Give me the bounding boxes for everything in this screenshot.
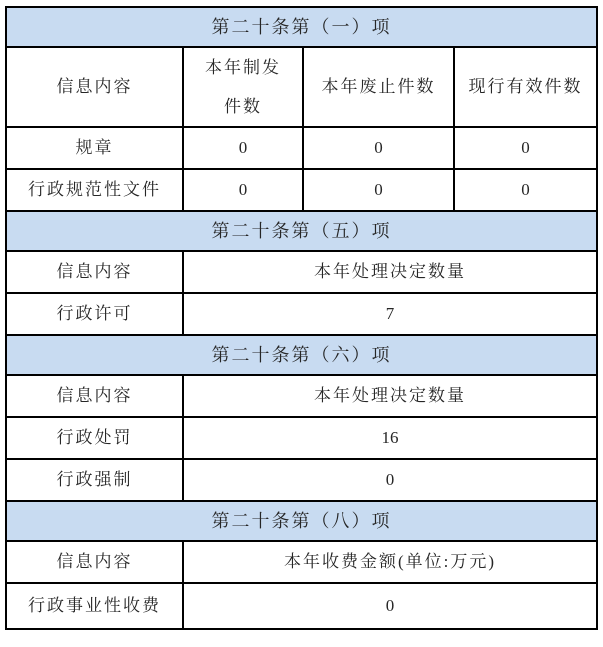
cell-value: 0 [302,128,453,168]
table-row-administrative-coercion [7,458,596,500]
table-row-administrative-penalty [7,416,596,458]
cell-value: 16 [182,418,596,458]
column-header-fee-amount: 本年收费金额(单位:万元) [182,542,596,582]
cell-value: 0 [302,170,453,210]
row-label: 行政强制 [56,469,133,489]
column-header-decisions-count: 本年处理决定数量 [182,376,596,416]
section-8-column-header-row [7,540,596,582]
section-5-header-row [7,210,596,250]
column-header-effective-count: 现行有效件数 [453,48,596,126]
row-label: 行政许可 [56,303,133,323]
column-header-info-content: 信息内容 [56,385,133,405]
column-header-info-content: 信息内容 [56,261,133,281]
section-6-column-header-row [7,374,596,416]
table-row-rules [7,126,596,168]
section-1-title: 第二十条第（一）项 [7,8,596,46]
column-header-repealed-count: 本年废止件数 [302,48,453,126]
cell-value: 0 [182,170,302,210]
cell-value: 0 [453,170,596,210]
cell-value: 0 [182,460,596,500]
section-5-title: 第二十条第（五）项 [7,212,596,250]
section-1-column-header-row [7,46,596,126]
table-row-administrative-license [7,292,596,334]
row-label: 规章 [75,137,114,157]
section-6-title: 第二十条第（六）项 [7,336,596,374]
section-1-header-row [7,8,596,46]
column-header-info-content: 信息内容 [56,76,133,96]
section-8-title: 第二十条第（八）项 [7,502,596,540]
cell-value: 0 [182,128,302,168]
column-header-decisions-count: 本年处理决定数量 [182,252,596,292]
cell-value: 7 [182,294,596,334]
cell-value: 0 [453,128,596,168]
cell-value: 0 [182,584,596,628]
row-label: 行政事业性收费 [28,595,161,615]
row-label: 行政规范性文件 [28,179,161,199]
column-header-info-content: 信息内容 [56,551,133,571]
section-5-column-header-row [7,250,596,292]
section-8-header-row [7,500,596,540]
table-row-normative-documents [7,168,596,210]
section-6-header-row [7,334,596,374]
disclosure-report-table [5,6,598,630]
column-header-issued-count: 本年制发件数 [182,48,302,126]
row-label: 行政处罚 [56,427,133,447]
table-row-administrative-fees [7,582,596,628]
